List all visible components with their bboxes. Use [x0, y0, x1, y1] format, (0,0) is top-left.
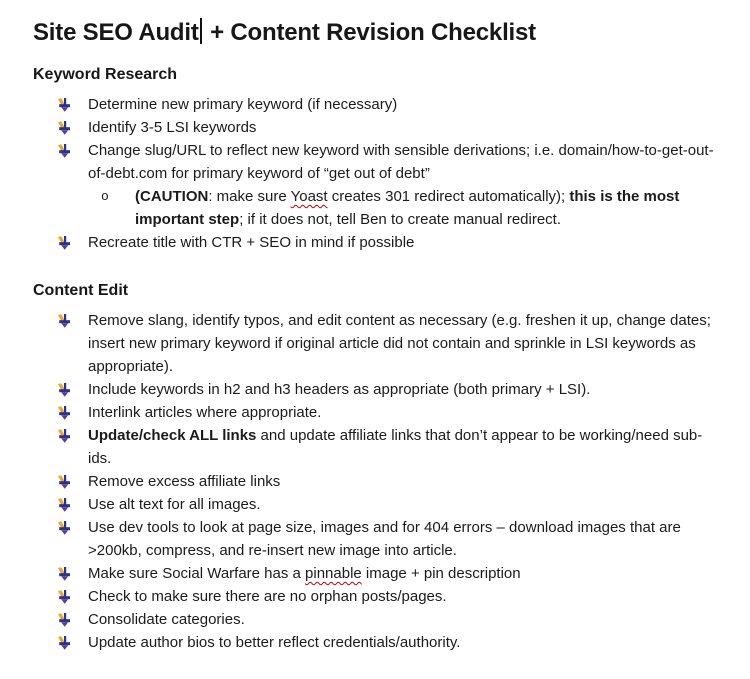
section-heading: Content Edit: [33, 282, 129, 299]
checklist-item: [33, 116, 722, 139]
checklist-item: [33, 424, 722, 470]
checklist-item: [33, 231, 722, 254]
item-text: Remove slang, identify typos, and edit content as necessary (e.g. freshen it up, change dates; insert new primary keyword if original article did not contain and sprinkle in LSI keywords as appropriate).: [88, 312, 711, 375]
item-text: Use dev tools to look at page size, images and for 404 errors – download images that are >200kb, compress, and re-insert new image into article.: [88, 519, 681, 559]
item-text: Recreate title with CTR + SEO in mind if possible: [88, 234, 415, 251]
item-text: Change slug/URL to reflect new keyword with sensible derivations; i.e. domain/how-to-get-out-of-debt.com for primary keyword of “get out of debt”: [88, 142, 714, 182]
title-text-after-cursor: + Content Revision Checklist: [203, 19, 536, 46]
item-text: Use alt text for all images.: [88, 496, 261, 513]
arrow-bullet-icon: [57, 97, 72, 112]
arrow-bullet-icon: [57, 474, 72, 489]
item-text: Update/check ALL links and update affiliate links that don’t appear to be working/need sub-ids.: [88, 427, 703, 467]
checklist: [33, 309, 722, 654]
item-text: Consolidate categories.: [88, 611, 245, 628]
checklist-item: [33, 516, 722, 562]
checklist-item: [33, 378, 722, 401]
checklist: [33, 93, 722, 254]
checklist-item: [33, 401, 722, 424]
checklist-item: [33, 608, 722, 631]
circle-bullet-icon: o: [101, 189, 109, 204]
arrow-bullet-icon: [57, 405, 72, 420]
item-text: Update author bios to better reflect credentials/authority.: [88, 634, 461, 651]
checklist-item: [33, 585, 722, 608]
checklist-subitem: [33, 185, 722, 231]
arrow-bullet-icon: [57, 612, 72, 627]
item-text: Check to make sure there are no orphan posts/pages.: [88, 588, 447, 605]
page-title: [33, 16, 722, 50]
checklist-item: [33, 470, 722, 493]
arrow-bullet-icon: [57, 143, 72, 158]
item-text: Identify 3-5 LSI keywords: [88, 119, 257, 136]
arrow-bullet-icon: [57, 520, 72, 535]
misspelled-word: pinnable: [305, 565, 362, 582]
arrow-bullet-icon: [57, 497, 72, 512]
section-heading: Keyword Research: [33, 66, 178, 83]
arrow-bullet-icon: [57, 120, 72, 135]
arrow-bullet-icon: [57, 428, 72, 443]
item-text: Make sure Social Warfare has a pinnable image + pin description: [88, 565, 521, 582]
arrow-bullet-icon: [57, 566, 72, 581]
checklist-item: [33, 93, 722, 116]
title-text-before-cursor: Site SEO Audit: [33, 19, 199, 46]
arrow-bullet-icon: [57, 589, 72, 604]
item-text: Remove excess affiliate links: [88, 473, 281, 490]
checklist-item: [33, 493, 722, 516]
item-text: Interlink articles where appropriate.: [88, 404, 322, 421]
arrow-bullet-icon: [57, 235, 72, 250]
checklist-item: [33, 139, 722, 185]
checklist-item: [33, 631, 722, 654]
arrow-bullet-icon: [57, 382, 72, 397]
item-text: Determine new primary keyword (if necessary): [88, 96, 398, 113]
checklist-item: [33, 562, 722, 585]
arrow-bullet-icon: [57, 635, 72, 650]
checklist-item: [33, 309, 722, 378]
arrow-bullet-icon: [57, 313, 72, 328]
text-cursor-icon: [200, 18, 202, 44]
item-text: Include keywords in h2 and h3 headers as appropriate (both primary + LSI).: [88, 381, 591, 398]
misspelled-word: Yoast: [290, 188, 328, 205]
document-body: [33, 64, 722, 654]
item-text: (CAUTION: make sure Yoast creates 301 redirect automatically); this is the most important step; if it does not, tell Ben to create manual redirect.: [135, 188, 680, 228]
